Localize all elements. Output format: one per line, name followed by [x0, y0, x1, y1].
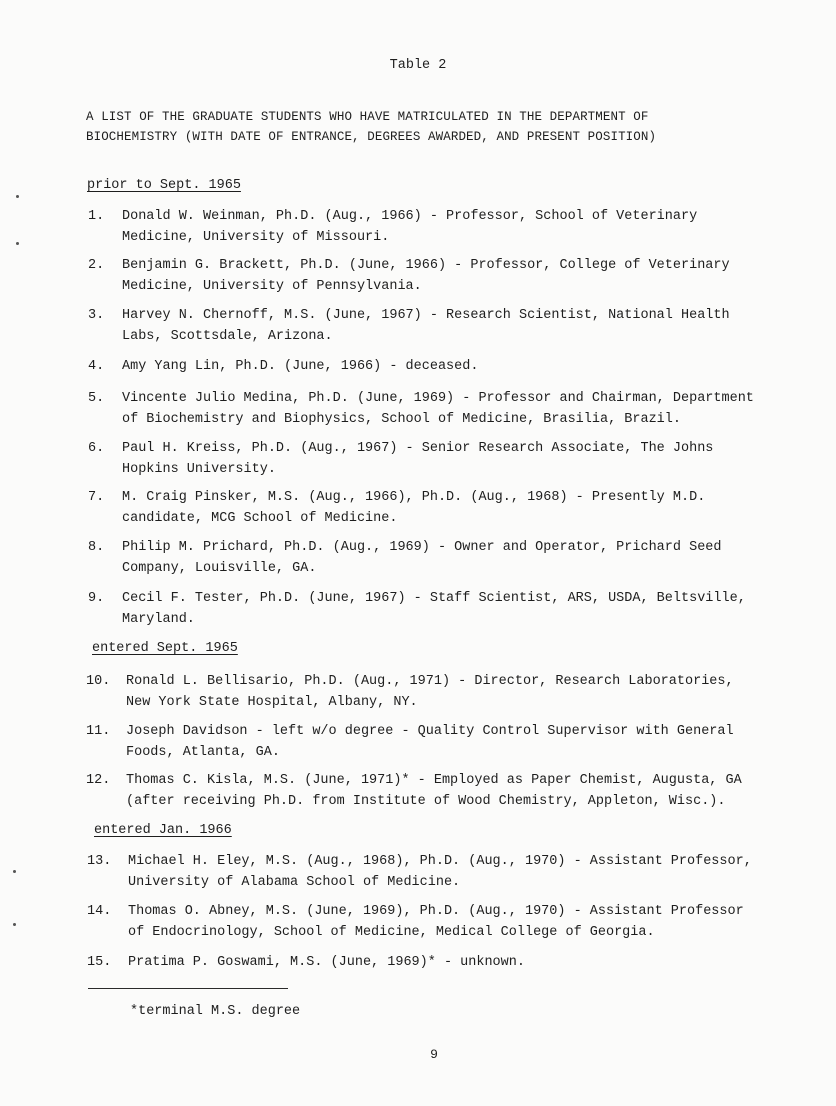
item-line-1: Pratima P. Goswami, M.S. (June, 1969)* - unknown. — [128, 955, 525, 970]
item-number: 2. — [88, 258, 105, 273]
item-number: 12. — [86, 773, 111, 788]
item-number: 1. — [88, 209, 105, 224]
item-line-1: Paul H. Kreiss, Ph.D. (Aug., 1967) - Senior Research Associate, The Johns — [122, 441, 714, 456]
item-number: 8. — [88, 540, 105, 555]
item-line-1: M. Craig Pinsker, M.S. (Aug., 1966), Ph.D. (Aug., 1968) - Presently M.D. — [122, 490, 706, 505]
table-heading — [86, 107, 776, 147]
item-line-2: Labs, Scottsdale, Arizona. — [122, 329, 333, 344]
item-number: 5. — [88, 391, 105, 406]
item-number: 13. — [87, 854, 112, 869]
section-label: prior to Sept. 1965 — [87, 178, 241, 193]
item-number: 6. — [88, 441, 105, 456]
item-line-2: Maryland. — [122, 612, 195, 627]
section-label: entered Jan. 1966 — [94, 823, 232, 838]
item-line-2: of Endocrinology, School of Medicine, Medical College of Georgia. — [128, 925, 655, 940]
item-line-2: Hopkins University. — [122, 462, 276, 477]
item-line-2: Medicine, University of Pennsylvania. — [122, 279, 422, 294]
scan-speck — [16, 242, 19, 245]
scan-speck — [13, 870, 16, 873]
item-line-1: Donald W. Weinman, Ph.D. (Aug., 1966) - Professor, School of Veterinary — [122, 209, 698, 224]
item-line-1: Joseph Davidson - left w/o degree - Quality Control Supervisor with General — [126, 724, 734, 739]
item-line-2: of Biochemistry and Biophysics, School of Medicine, Brasilia, Brazil. — [122, 412, 681, 427]
item-line-1: Thomas C. Kisla, M.S. (June, 1971)* - Employed as Paper Chemist, Augusta, GA — [126, 773, 742, 788]
item-line-1: Harvey N. Chernoff, M.S. (June, 1967) - Research Scientist, National Health — [122, 308, 730, 323]
item-line-1: Vincente Julio Medina, Ph.D. (June, 1969) - Professor and Chairman, Department — [122, 391, 754, 406]
item-line-2: Foods, Atlanta, GA. — [126, 745, 280, 760]
item-line-2: Medicine, University of Missouri. — [122, 230, 390, 245]
item-line-1: Ronald L. Bellisario, Ph.D. (Aug., 1971) - Director, Research Laboratories, — [126, 674, 734, 689]
item-number: 4. — [88, 359, 105, 374]
scan-speck — [16, 195, 19, 198]
item-line-2: New York State Hospital, Albany, NY. — [126, 695, 418, 710]
scan-speck — [13, 923, 16, 926]
item-number: 10. — [86, 674, 111, 689]
item-line-2: Company, Louisville, GA. — [122, 561, 317, 576]
item-number: 3. — [88, 308, 105, 323]
item-line-2: University of Alabama School of Medicine. — [128, 875, 461, 890]
table-title: Table 2 — [389, 58, 447, 73]
item-line-1: Cecil F. Tester, Ph.D. (June, 1967) - Staff Scientist, ARS, USDA, Beltsville, — [122, 591, 746, 606]
footnote-divider — [88, 988, 288, 989]
heading-line-1: A LIST OF THE GRADUATE STUDENTS WHO HAVE MATRICULATED IN THE DEPARTMENT OF — [86, 110, 649, 124]
item-line-1: Michael H. Eley, M.S. (Aug., 1968), Ph.D. (Aug., 1970) - Assistant Professor, — [128, 854, 752, 869]
item-line-2: candidate, MCG School of Medicine. — [122, 511, 398, 526]
item-number: 7. — [88, 490, 105, 505]
item-line-1: Amy Yang Lin, Ph.D. (June, 1966) - deceased. — [122, 359, 479, 374]
footnote: *terminal M.S. degree — [130, 1004, 301, 1019]
item-number: 15. — [87, 955, 112, 970]
item-number: 14. — [87, 904, 112, 919]
item-line-1: Philip M. Prichard, Ph.D. (Aug., 1969) - Owner and Operator, Prichard Seed — [122, 540, 722, 555]
item-line-1: Thomas O. Abney, M.S. (June, 1969), Ph.D. (Aug., 1970) - Assistant Professor — [128, 904, 744, 919]
item-number: 11. — [86, 724, 111, 739]
heading-line-2: BIOCHEMISTRY (WITH DATE OF ENTRANCE, DEGREES AWARDED, AND PRESENT POSITION) — [86, 130, 657, 144]
section-label: entered Sept. 1965 — [92, 641, 238, 656]
item-number: 9. — [88, 591, 105, 606]
item-line-1: Benjamin G. Brackett, Ph.D. (June, 1966) - Professor, College of Veterinary — [122, 258, 730, 273]
item-line-2: (after receiving Ph.D. from Institute of Wood Chemistry, Appleton, Wisc.). — [126, 794, 726, 809]
page-number: 9 — [430, 1047, 438, 1062]
